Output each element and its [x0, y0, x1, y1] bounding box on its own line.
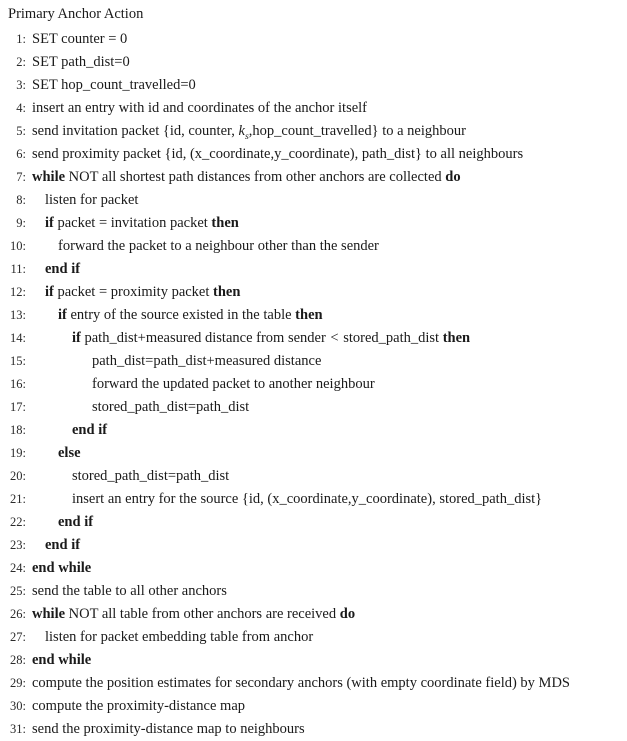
- line-number: 21 :: [0, 488, 26, 511]
- math-variable-subscript: s: [244, 130, 249, 142]
- line-text-fragment: NOT all table from other anchors are received: [65, 606, 340, 622]
- line-number: 29 :: [0, 672, 26, 695]
- pseudocode-line: [0, 350, 627, 373]
- line-content: [92, 350, 321, 373]
- line-text-fragment: send the table to all other anchors: [32, 583, 227, 599]
- keyword: if: [72, 330, 81, 346]
- line-content: [45, 534, 80, 557]
- pseudocode-line: [0, 74, 627, 97]
- pseudocode-line: [0, 672, 627, 695]
- less-than-operator: <: [330, 330, 339, 346]
- line-content: [72, 465, 229, 488]
- keyword: while: [32, 169, 66, 185]
- line-content: [32, 672, 570, 695]
- line-text-fragment: compute the position estimates for secondary anchors (with empty coordinate field) by MDS: [32, 675, 570, 691]
- line-content: [58, 511, 93, 534]
- line-content: [72, 419, 107, 442]
- keyword: else: [58, 445, 81, 461]
- line-number: 15 :: [0, 350, 26, 373]
- line-text-fragment: compute the proximity-distance map: [32, 698, 246, 714]
- line-text-fragment: forward the packet to a neighbour other than the sender: [58, 238, 379, 254]
- pseudocode-line-list: [0, 28, 627, 741]
- keyword: end while: [32, 652, 92, 668]
- line-content: [32, 603, 355, 626]
- line-content: [32, 166, 461, 189]
- line-text-fragment: insert an entry with id and coordinates of the anchor itself: [32, 100, 368, 116]
- line-number: 28 :: [0, 649, 26, 672]
- line-text-fragment: forward the updated packet to another neighbour: [92, 376, 375, 392]
- line-content: [72, 488, 542, 511]
- line-content: [32, 695, 245, 718]
- line-number: 17 :: [0, 396, 26, 419]
- line-number: 6 :: [0, 143, 26, 166]
- pseudocode-line: [0, 235, 627, 258]
- line-number: 16 :: [0, 373, 26, 396]
- pseudocode-line: [0, 419, 627, 442]
- line-text-fragment: stored_path_dist: [339, 330, 443, 346]
- line-content: [45, 626, 313, 649]
- line-number: 20 :: [0, 465, 26, 488]
- line-text-fragment: entry of the source existed in the table: [66, 307, 296, 323]
- keyword: while: [32, 606, 66, 622]
- pseudocode-line: [0, 304, 627, 327]
- line-text-fragment: packet = invitation packet: [53, 215, 212, 231]
- pseudocode-line: [0, 534, 627, 557]
- line-content: [32, 51, 130, 74]
- pseudocode-line: [0, 281, 627, 304]
- pseudocode-line: [0, 695, 627, 718]
- keyword: end if: [58, 514, 94, 530]
- line-content: [45, 258, 80, 281]
- pseudocode-line: [0, 465, 627, 488]
- line-number: 11 :: [0, 258, 26, 281]
- pseudocode-line: [0, 327, 627, 350]
- line-number: 12 :: [0, 281, 26, 304]
- line-number: 13 :: [0, 304, 26, 327]
- line-number: 4 :: [0, 97, 26, 120]
- line-number: 8 :: [0, 189, 26, 212]
- line-number: 31 :: [0, 718, 26, 741]
- keyword: then: [442, 330, 471, 346]
- math-variable: [238, 123, 249, 142]
- line-content: [58, 235, 379, 258]
- line-number: 19 :: [0, 442, 26, 465]
- keyword: end if: [72, 422, 108, 438]
- pseudocode-line: [0, 488, 627, 511]
- line-content: [92, 373, 375, 396]
- pseudocode-line: [0, 557, 627, 580]
- line-content: [45, 281, 240, 304]
- pseudocode-line: [0, 258, 627, 281]
- keyword: end if: [45, 537, 81, 553]
- line-content: [58, 442, 81, 465]
- line-text-fragment: SET path_dist=0: [32, 54, 130, 70]
- pseudocode-line: [0, 373, 627, 396]
- line-number: 18 :: [0, 419, 26, 442]
- line-text-fragment: stored_path_dist=path_dist: [72, 468, 230, 484]
- pseudocode-line: [0, 212, 627, 235]
- line-number: 2 :: [0, 51, 26, 74]
- line-content: [72, 327, 470, 350]
- line-content: [32, 28, 127, 51]
- line-content: [32, 557, 91, 580]
- line-text-fragment: packet = proximity packet: [53, 284, 214, 300]
- page-title: Primary Anchor Action: [8, 6, 144, 22]
- line-number: 3 :: [0, 74, 26, 97]
- line-content: [32, 649, 91, 672]
- pseudocode-line: [0, 166, 627, 189]
- line-number: 26 :: [0, 603, 26, 626]
- keyword: then: [295, 307, 323, 323]
- pseudocode-line: [0, 97, 627, 120]
- line-number: 25 :: [0, 580, 26, 603]
- line-content: [92, 396, 249, 419]
- keyword: if: [45, 215, 54, 231]
- line-content: [32, 718, 305, 741]
- line-text-fragment: path_dist+measured distance from sender: [80, 330, 330, 346]
- keyword: end if: [45, 261, 81, 277]
- pseudocode-line: [0, 396, 627, 419]
- line-content: [58, 304, 323, 327]
- keyword: if: [58, 307, 67, 323]
- pseudocode-line: [0, 143, 627, 166]
- line-text-fragment: listen for packet: [45, 192, 139, 208]
- pseudocode-line: [0, 649, 627, 672]
- line-content: [32, 74, 196, 97]
- pseudocode-line: [0, 442, 627, 465]
- keyword: do: [339, 606, 356, 622]
- pseudocode-line: [0, 120, 627, 143]
- line-content: [32, 580, 227, 603]
- pseudocode-line: [0, 603, 627, 626]
- pseudocode-line: [0, 580, 627, 603]
- line-number: 1 :: [0, 28, 26, 51]
- line-content: [45, 212, 239, 235]
- keyword: then: [211, 215, 239, 231]
- line-text-fragment: send invitation packet {id, counter,: [32, 123, 239, 139]
- line-number: 10 :: [0, 235, 26, 258]
- line-number: 14 :: [0, 327, 26, 350]
- pseudocode-line: [0, 28, 627, 51]
- keyword: then: [213, 284, 241, 300]
- line-text-fragment: listen for packet embedding table from anchor: [45, 629, 314, 645]
- line-text-fragment: insert an entry for the source {id, (x_coordinate,y_coordinate), stored_path_dist}: [72, 491, 543, 507]
- line-text-fragment: path_dist=path_dist+measured distance: [92, 353, 322, 369]
- pseudocode-line: [0, 189, 627, 212]
- line-content: [45, 189, 138, 212]
- pseudocode-line: [0, 511, 627, 534]
- line-number: 30 :: [0, 695, 26, 718]
- line-number: 24 :: [0, 557, 26, 580]
- line-number: 27 :: [0, 626, 26, 649]
- line-text-fragment: NOT all shortest path distances from other anchors are collected: [65, 169, 446, 185]
- pseudocode-line: [0, 718, 627, 741]
- line-text-fragment: SET hop_count_travelled=0: [32, 77, 196, 93]
- line-text-fragment: send proximity packet {id, (x_coordinate,y_coordinate), path_dist} to all neighbours: [32, 146, 524, 162]
- line-text-fragment: send the proximity-distance map to neighbours: [32, 721, 305, 737]
- pseudocode-line: [0, 626, 627, 649]
- line-number: 23 :: [0, 534, 26, 557]
- pseudocode-line: [0, 51, 627, 74]
- line-number: 22 :: [0, 511, 26, 534]
- line-number: 5 :: [0, 120, 26, 143]
- line-content: [32, 97, 367, 120]
- keyword: end while: [32, 560, 92, 576]
- math-variable-base: k: [238, 123, 245, 139]
- line-number: 7 :: [0, 166, 26, 189]
- keyword: do: [445, 169, 461, 185]
- line-text-fragment: stored_path_dist=path_dist: [92, 399, 250, 415]
- line-text-fragment: SET counter = 0: [32, 31, 128, 47]
- line-content: [32, 143, 523, 166]
- line-text-fragment: ,hop_count_travelled} to a neighbour: [248, 123, 466, 139]
- keyword: if: [45, 284, 54, 300]
- line-number: 9 :: [0, 212, 26, 235]
